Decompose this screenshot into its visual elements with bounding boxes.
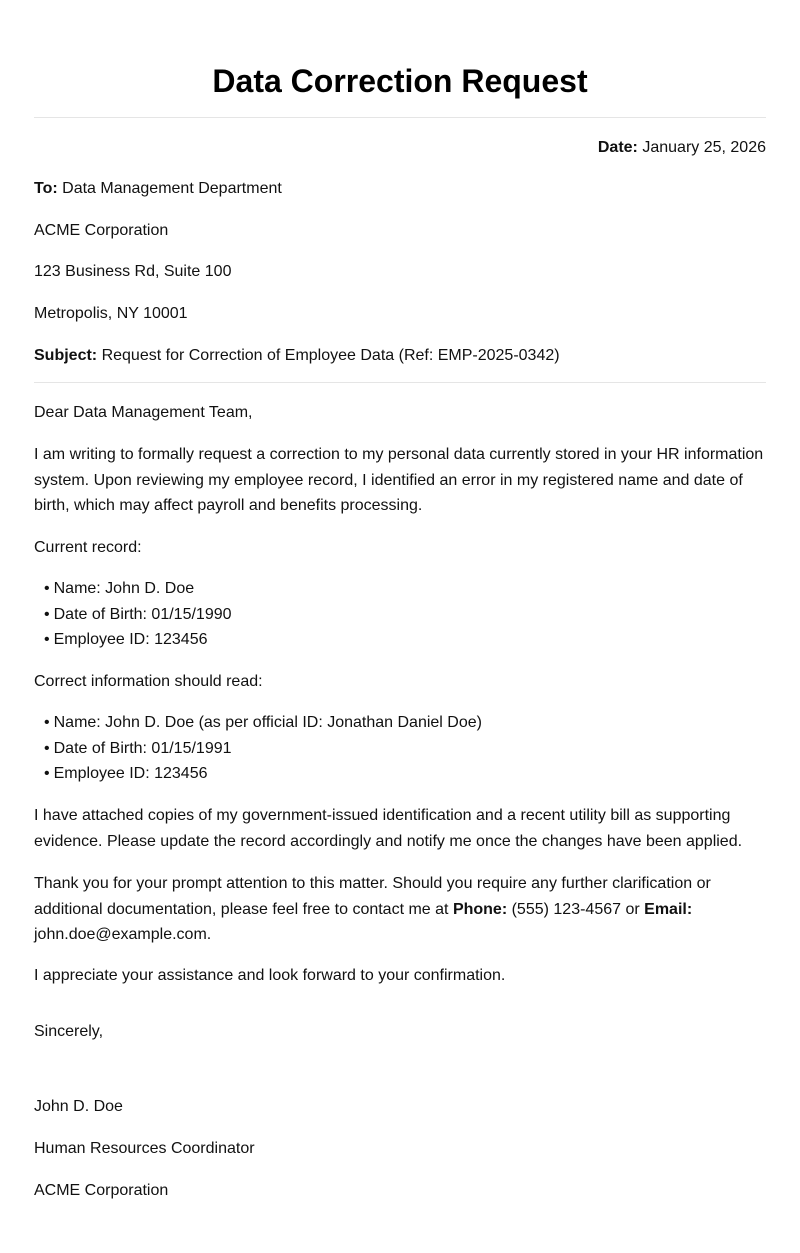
recipient-address-line2: Metropolis, NY 10001: [34, 305, 188, 322]
recipient-address-line1: 123 Business Rd, Suite 100: [34, 263, 232, 280]
intro-paragraph: I am writing to formally request a correction to my personal data currently stored in your HR information system. Upon reviewing my employee record, I identified an error in my registered name and date of birth, which may affect payroll and benefits processing.: [34, 446, 764, 514]
date-value: January 25, 2026: [642, 139, 766, 156]
contact-paragraph: [34, 871, 766, 948]
list-item: • Name: John D. Doe: [34, 576, 766, 602]
phone-value: (555) 123-4567 or: [507, 900, 645, 918]
subject-divider: [34, 382, 766, 383]
email-label: Email:: [644, 900, 693, 918]
recipient-company: ACME Corporation: [34, 222, 169, 239]
list-item: • Name: John D. Doe (as per official ID: Jonathan Daniel Doe): [34, 710, 766, 736]
greeting: Dear Data Management Team,: [34, 404, 253, 421]
title-divider: [34, 117, 766, 118]
to-line: [34, 176, 766, 202]
correct-info-heading: Correct information should read:: [34, 673, 263, 690]
valediction: Sincerely,: [34, 1023, 104, 1040]
current-record-list: [34, 576, 766, 653]
contact-text: Thank you for your prompt attention to this matter. Should you require any further clarification or additional documentation, please feel free to contact me at: [34, 875, 711, 918]
list-item: • Employee ID: 123456: [34, 627, 766, 653]
subject-line: [34, 343, 766, 369]
email-value: john.doe@example.com.: [34, 926, 212, 943]
recipient-department: Data Management Department: [62, 180, 282, 197]
signer-company: ACME Corporation: [34, 1182, 169, 1199]
to-label: To:: [34, 180, 58, 197]
date-line: [34, 135, 766, 161]
list-item: • Employee ID: 123456: [34, 761, 766, 787]
signer-role: Human Resources Coordinator: [34, 1140, 255, 1157]
signer-name: John D. Doe: [34, 1098, 123, 1115]
date-label: Date:: [597, 139, 638, 156]
page-title: Data Correction Request: [212, 63, 588, 99]
list-item: • Date of Birth: 01/15/1991: [34, 736, 766, 762]
list-item: • Date of Birth: 01/15/1990: [34, 602, 766, 628]
appreciation-line: I appreciate your assistance and look forward to your confirmation.: [34, 967, 506, 984]
subject-value: Request for Correction of Employee Data (Ref: EMP-2025-0342): [101, 347, 560, 364]
subject-label: Subject:: [34, 347, 98, 364]
correct-info-list: [34, 710, 766, 787]
current-record-heading: Current record:: [34, 539, 142, 556]
phone-label: Phone:: [452, 900, 508, 918]
attachments-paragraph: I have attached copies of my government-issued identification and a recent utility bill as supporting evidence. Please update the record accordingly and notify me once the changes have been applied.: [34, 807, 743, 850]
